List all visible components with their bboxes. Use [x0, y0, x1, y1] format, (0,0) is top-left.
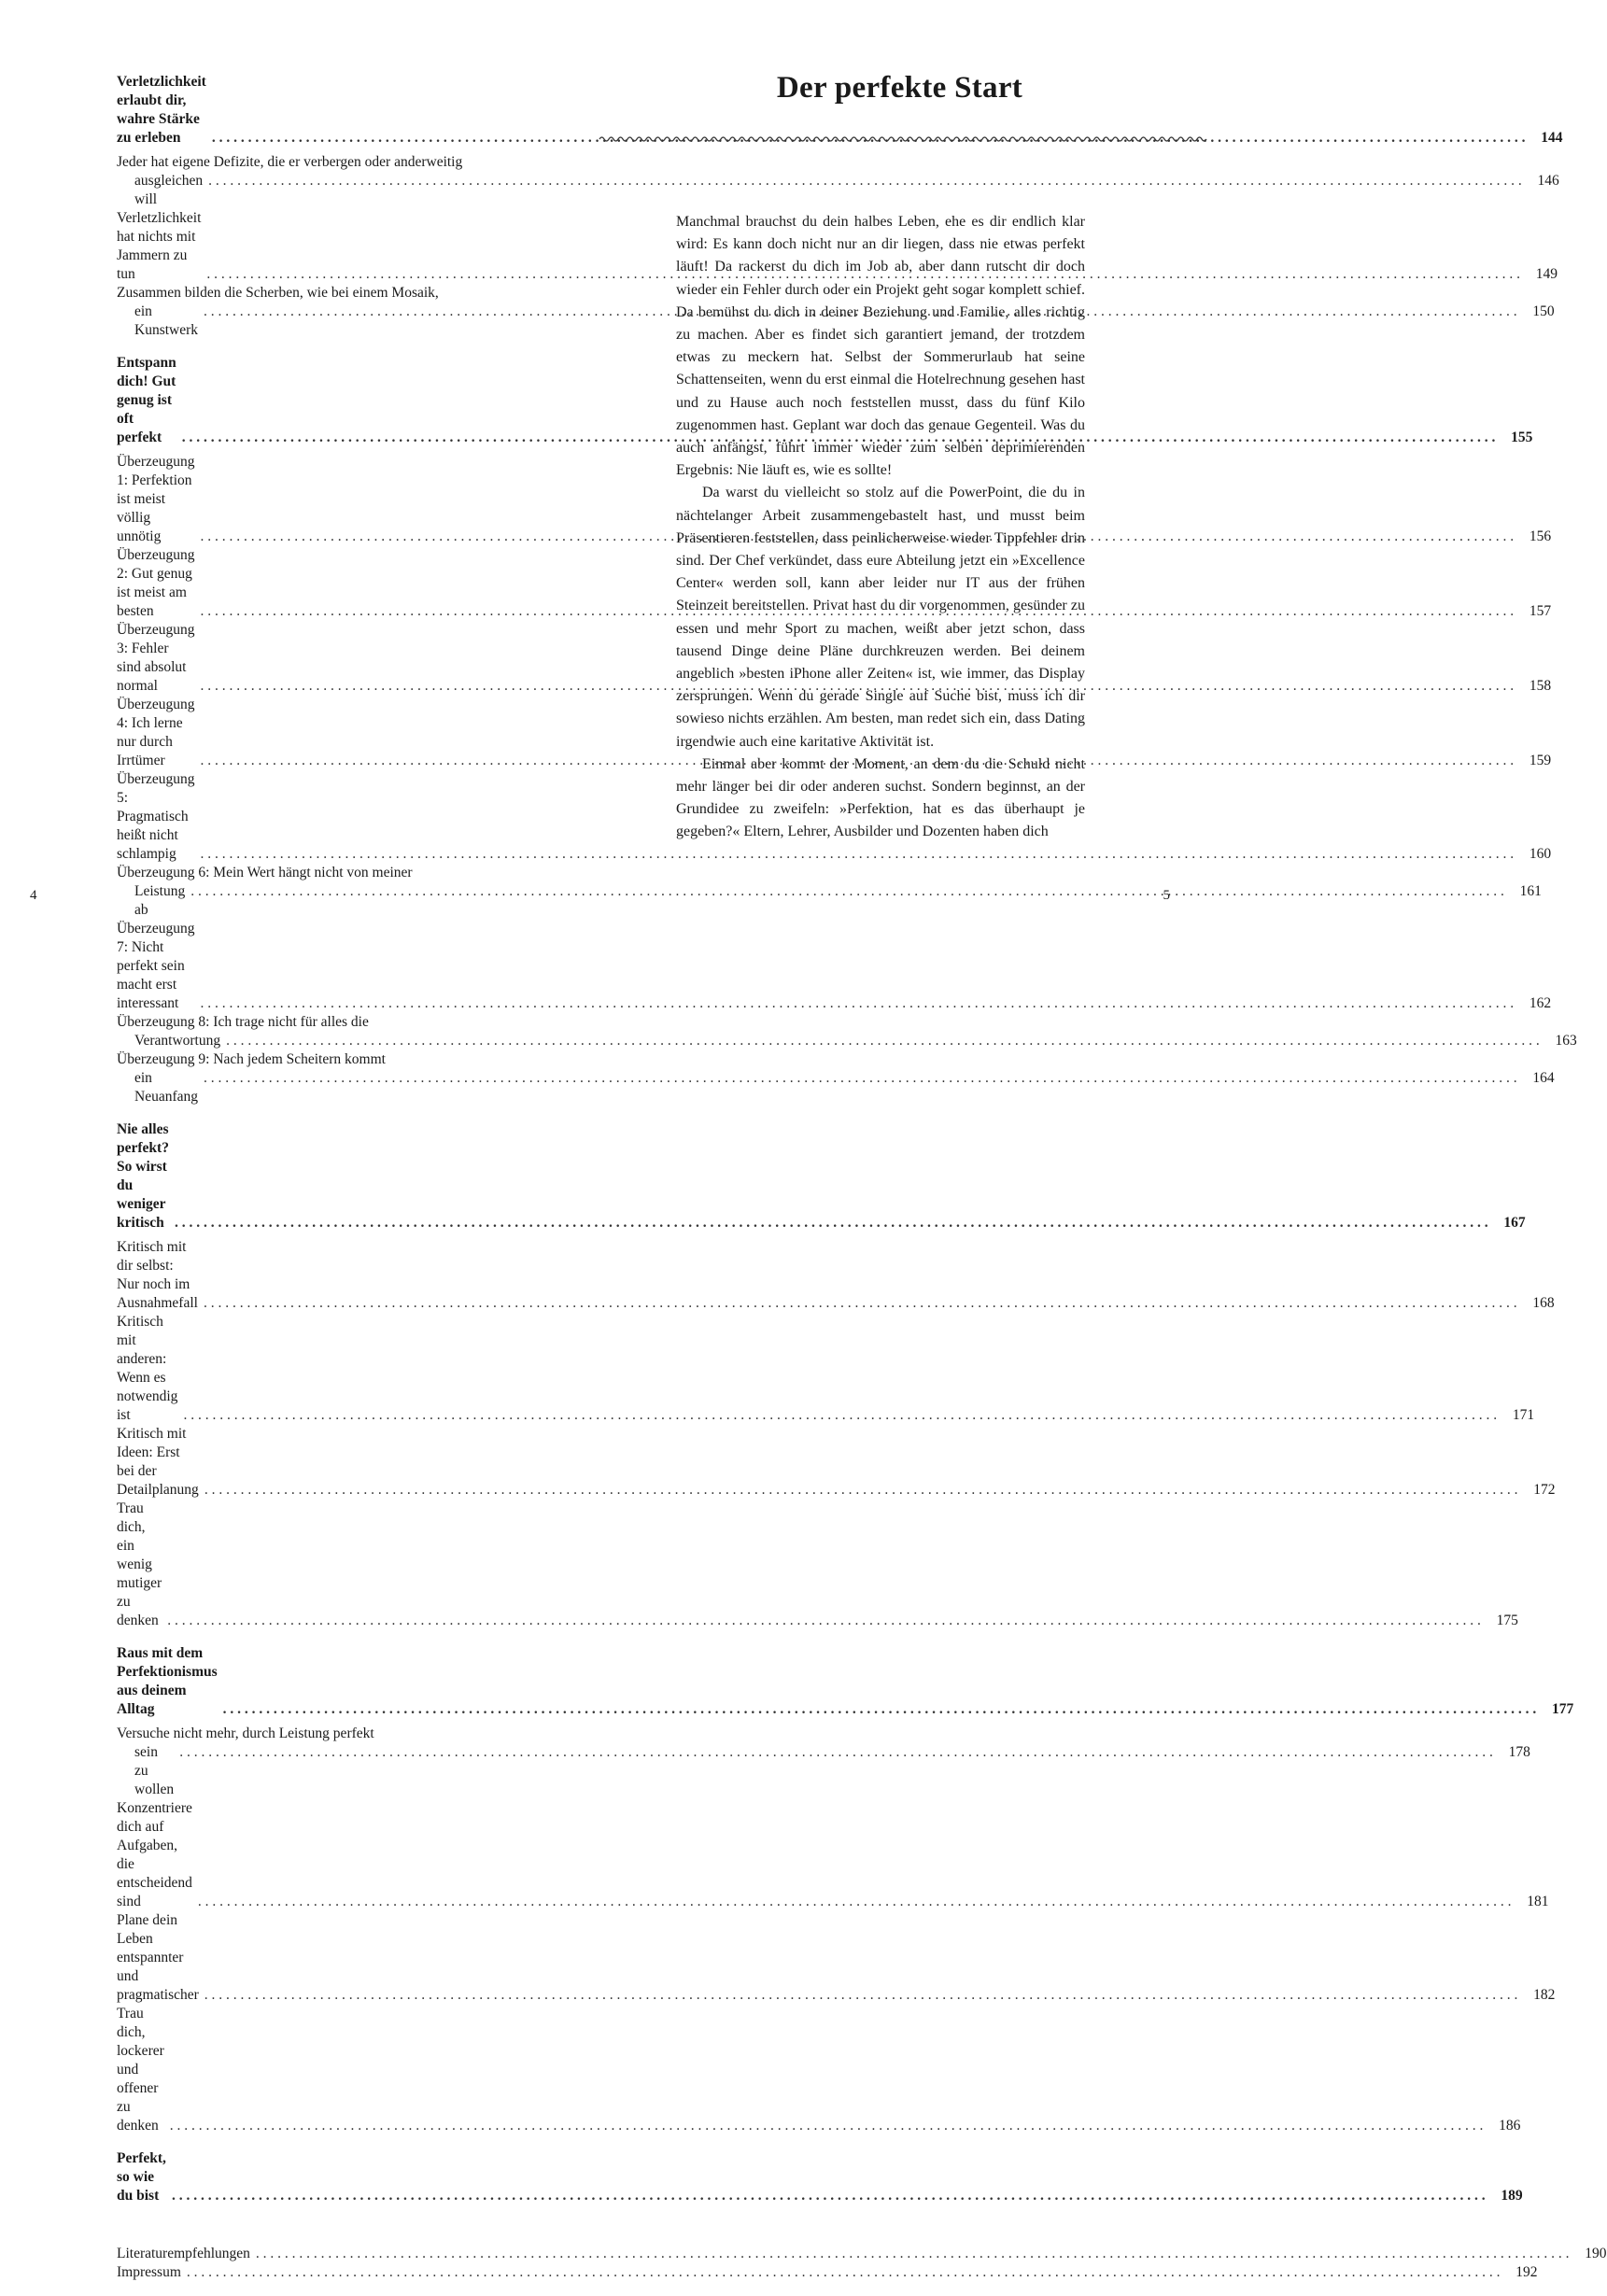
toc-section	[117, 1644, 1574, 2135]
toc-entry-title-cont: Leistung ab	[134, 883, 186, 918]
toc-page-number: 155	[1511, 430, 1533, 445]
toc-entry-title: Überzeugung 9: Nach jedem Scheitern kommt	[117, 1051, 386, 1067]
dot-leader	[167, 1612, 1481, 1630]
toc-entry	[117, 1911, 1556, 2005]
toc-entry-title-cont: ein Kunstwerk	[134, 303, 199, 338]
dot-leader	[204, 1294, 1517, 1313]
toc-entry	[117, 1013, 1577, 1050]
dot-leader	[201, 994, 1515, 1013]
toc-entry	[117, 621, 1552, 696]
toc-page-number: 149	[1535, 266, 1558, 282]
toc-entry-title: Überzeugung 7: Nicht perfekt sein macht erst interessant	[117, 921, 195, 1011]
toc-page-number: 190	[1585, 2246, 1607, 2261]
dot-leader	[223, 1700, 1537, 1719]
toc-chapter-heading	[117, 354, 1533, 447]
toc-chapter-heading	[117, 1644, 1574, 1719]
dot-leader	[204, 1986, 1518, 2005]
toc-entry-title: Plane dein Leben entspannter und pragmatischer	[117, 1912, 199, 2003]
toc-entry	[117, 696, 1552, 770]
toc-entry-title: Überzeugung 3: Fehler sind absolut normal	[117, 622, 195, 694]
toc-entry-title: Impressum	[117, 2264, 181, 2280]
toc-page-number: 182	[1533, 1987, 1556, 2003]
toc-entry-title: Entspann dich! Gut genug ist oft perfekt	[117, 355, 176, 445]
dot-leader	[256, 2245, 1570, 2263]
chapter-title: Der perfekte Start	[776, 71, 1023, 105]
toc-entry-title-cont: ein Neuanfang	[134, 1070, 198, 1105]
toc-page-number: 146	[1537, 173, 1559, 189]
body-text	[676, 211, 1085, 844]
dot-leader	[175, 1214, 1488, 1233]
page-number-right: 5	[1163, 888, 1170, 903]
toc-page-number: 157	[1529, 603, 1552, 619]
toc-page-number: 172	[1533, 1482, 1556, 1498]
toc-entry	[117, 153, 1559, 209]
toc-page-number: 150	[1532, 303, 1555, 319]
toc-page-number: 161	[1519, 883, 1542, 899]
toc-chapter-heading	[117, 1120, 1526, 1233]
toc-entry	[117, 1050, 1555, 1106]
toc-entry	[117, 1725, 1530, 1799]
dot-leader	[179, 1743, 1493, 1799]
toc-entry-continuation	[117, 1032, 1577, 1050]
dot-leader	[198, 1893, 1512, 1911]
body-paragraph: Da warst du vielleicht so stolz auf die PowerPoint, die du in nächtelanger Arbeit zusammengebastelt hast, und musst beim Präsentieren feststellen, dass peinlicherweise wieder Tippfehler drin sind. Der Chef verkündet, dass eure Abteilung jetzt ein »Excellence Center« werden soll, kann aber leider nur IT aus der frühen Steinzeit bereitstellen. Privat hast du dir vorgenommen, gesünder zu essen und mehr Sport zu machen, weißt aber jetzt schon, dass tausend Dinge deine Pläne durchkreuzen werden. Bei deinem angeblich »besten iPhone aller Zeiten« ist, wie immer, das Display zersprungen. Wenn du gerade Single auf Suche bist, muss ich dir sowieso nichts erzählen. Am besten, man redet sich ein, dass Dating irgendwie auch eine karitative Aktivität ist.	[676, 485, 1085, 750]
toc-entry-title-cont: Verantwortung	[134, 1033, 221, 1049]
toc-entry-title: Verletzlichkeit hat nichts mit Jammern zu tun	[117, 210, 202, 282]
toc-entry-continuation	[117, 303, 1555, 340]
toc-entry	[117, 2005, 1521, 2135]
toc-page-number: 177	[1552, 1701, 1574, 1717]
dot-leader	[183, 1406, 1497, 1425]
toc-entry-title: Verletzlichkeit erlaubt dir, wahre Stärke zu erleben	[117, 74, 206, 146]
toc-entry	[117, 284, 1555, 340]
toc-page-number: 160	[1529, 846, 1552, 862]
toc-entry-title: Versuche nicht mehr, durch Leistung perfekt	[117, 1726, 374, 1741]
dot-leader	[226, 1032, 1540, 1050]
toc-entry-title: Überzeugung 4: Ich lerne nur durch Irrtümer	[117, 697, 195, 768]
toc-page-number: 178	[1508, 1744, 1530, 1760]
toc-page-number: 158	[1529, 678, 1552, 694]
toc-entry-title: Perfekt, so wie du bist	[117, 2150, 166, 2204]
dot-leader	[187, 2263, 1501, 2282]
toc-page-number: 186	[1499, 2118, 1521, 2134]
toc-page-number: 181	[1527, 1894, 1549, 1909]
body-paragraph: Manchmal brauchst du dein halbes Leben, ehe es dir endlich klar wird: Es kann doch nicht nur an dir liegen, dass nie etwas perfekt läuft! Da rackerst du dich im Job ab, aber dann rutscht dir doch wieder ein Fehler durch oder ein Projekt geht sogar komplett schief. Da bemühst du dich in deiner Beziehung und Familie, alles richtig zu machen. Aber es findet sich garantiert jemand, der trotzdem etwas zu meckern hat. Selbst der Sommerurlaub hat seine Schattenseiten, wenn du erst einmal die Hotelrechnung gesehen hast und zu Hause auch noch feststellen musst, dass du fünf Kilo zugenommen hast. Geplant war doch das genaue Gegenteil. Was du auch anfängst, führt immer wieder zum selben deprimierenden Ergebnis: Nie läuft es, wie es sollte!	[676, 214, 1085, 479]
toc-page-number: 175	[1496, 1613, 1518, 1628]
toc-entry-title-cont: sein zu wollen	[134, 1744, 175, 1797]
toc-entry	[117, 1313, 1535, 1425]
toc-entry-title: Trau dich, ein wenig mutiger zu denken	[117, 1500, 162, 1628]
toc-chapter-heading	[117, 2149, 1523, 2205]
toc-entry-continuation	[117, 172, 1559, 209]
toc-page-number: 167	[1503, 1215, 1526, 1231]
wave-divider	[599, 133, 1200, 146]
toc-entry-title: Zusammen bilden die Scherben, wie bei einem Mosaik,	[117, 285, 439, 301]
toc-appendix	[117, 2245, 1607, 2282]
toc-entry	[117, 2263, 1538, 2282]
toc-entry-title: Kritisch mit Ideen: Erst bei der Detailplanung	[117, 1426, 199, 1498]
toc-entry	[117, 1799, 1549, 1911]
toc-section	[117, 1120, 1556, 1630]
dot-leader	[204, 1069, 1517, 1106]
toc-entry-title: Überzeugung 5: Pragmatisch heißt nicht schlampig	[117, 771, 195, 862]
right-page	[599, 0, 1200, 934]
toc-entry	[117, 1500, 1518, 1630]
dot-leader	[204, 1481, 1518, 1500]
dot-leader	[172, 2187, 1486, 2205]
toc-entry	[117, 209, 1558, 284]
toc-entry-title: Kritisch mit anderen: Wenn es notwendig ist	[117, 1314, 178, 1423]
toc-entry-continuation	[117, 1069, 1555, 1106]
toc-entry-title: Überzeugung 6: Mein Wert hängt nicht von meiner	[117, 865, 413, 880]
toc-entry-title: Nie alles perfekt? So wirst du weniger kritisch	[117, 1121, 169, 1231]
toc-entry-title-cont: ausgleichen will	[134, 173, 204, 207]
toc-entry-title: Literaturempfehlungen	[117, 2246, 250, 2261]
toc-entry-continuation	[117, 1743, 1530, 1799]
toc-entry-continuation	[117, 882, 1542, 920]
toc-section	[117, 2149, 1523, 2205]
toc-entry	[117, 1425, 1556, 1500]
toc-page-number: 192	[1515, 2264, 1538, 2280]
body-paragraph: Einmal aber kommt der Moment, an dem du die Schuld nicht mehr länger bei dir oder anderen suchst. Sondern beginnst, an der Grundidee zu zweifeln: »Perfektion, hat es das überhaupt je gegeben?« Eltern, Lehrer, Ausbilder und Dozenten haben dich	[676, 755, 1085, 840]
toc-page-number: 144	[1541, 130, 1563, 146]
toc-entry	[117, 920, 1552, 1013]
toc-entry-title: Kritisch mit dir selbst: Nur noch im Ausnahmefall	[117, 1239, 198, 1311]
toc-entry-title: Trau dich, lockerer und offener zu denken	[117, 2006, 164, 2134]
dot-leader	[170, 2117, 1484, 2135]
toc-entry-title: Jeder hat eigene Defizite, die er verbergen oder anderweitig	[117, 154, 463, 170]
toc-entry-title: Überzeugung 2: Gut genug ist meist am besten	[117, 547, 195, 619]
toc-page-number: 163	[1555, 1033, 1577, 1049]
toc-entry-title: Raus mit dem Perfektionismus aus deinem Alltag	[117, 1645, 218, 1717]
toc-entry	[117, 1238, 1555, 1313]
toc-page-number: 159	[1529, 753, 1552, 768]
toc-page-number: 164	[1532, 1070, 1555, 1086]
toc-page-number: 156	[1529, 528, 1552, 544]
toc-page-number: 171	[1512, 1407, 1535, 1423]
toc-entry-title: Überzeugung 1: Perfektion ist meist völlig unnötig	[117, 454, 195, 544]
toc-entry	[117, 453, 1552, 546]
toc-entry-title: Überzeugung 8: Ich trage nicht für alles die	[117, 1014, 369, 1030]
toc-page-number: 189	[1501, 2188, 1523, 2204]
toc-entry	[117, 864, 1542, 920]
toc-page-number: 162	[1529, 995, 1552, 1011]
toc-entry	[117, 2245, 1607, 2263]
page-number-left: 4	[30, 888, 37, 903]
toc-page-number: 168	[1532, 1295, 1555, 1311]
toc-entry-title: Konzentriere dich auf Aufgaben, die entscheidend sind	[117, 1800, 192, 1909]
toc-entry	[117, 546, 1552, 621]
